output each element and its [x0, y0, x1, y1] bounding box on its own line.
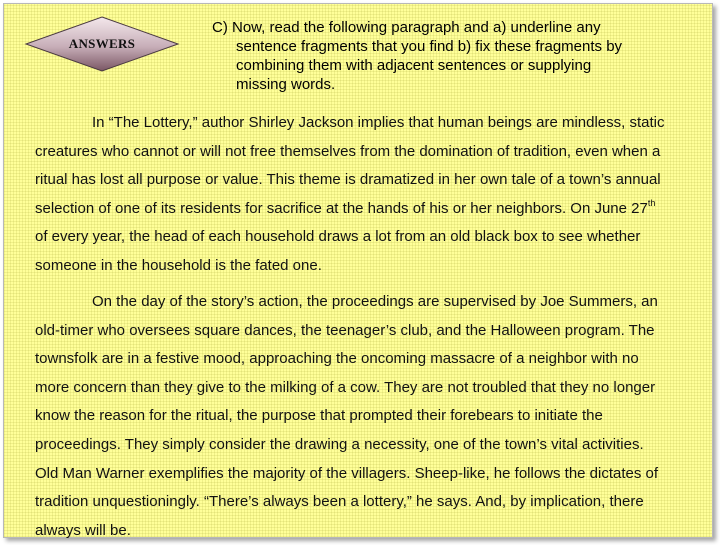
- text-line: tradition unquestioningly. “There’s always been a lottery,” he says. And, by implication, there: [35, 493, 644, 511]
- text-line: On the day of the story’s action, the proceedings are supervised by Joe Summers, an: [92, 293, 658, 310]
- superscript-th: th: [647, 197, 656, 208]
- paragraph-1: [35, 109, 710, 281]
- text-line: old-timer who oversees square dances, the teenager’s club, and the Halloween program. The: [35, 321, 655, 339]
- text-line: know the reason for the ritual, the purpose that prompted their forebears to initiate the: [35, 407, 603, 425]
- text-line: townsfolk are in a festive mood, approaching the oncoming massacre of a neighbor with no: [35, 350, 639, 368]
- instruction-line: combining them with adjacent sentences or supplying: [236, 57, 592, 74]
- text-segment: selection of one of its residents for sacrifice at the hands of his or her neighbors. On June 27: [35, 199, 648, 217]
- instructions-text: [212, 18, 702, 94]
- text-line: someone in the household is the fated one.: [35, 256, 322, 274]
- text-line: proceedings. They simply consider the drawing a necessity, one of the town’s vital activities.: [35, 435, 644, 453]
- instruction-line: C) Now, read the following paragraph and a) underline any: [212, 19, 601, 36]
- text-line: ritual has lost all purpose or value. This theme is dramatized in her own tale of a town’s annual: [35, 171, 661, 189]
- answers-badge: [24, 15, 180, 73]
- instruction-line: missing words.: [236, 76, 336, 93]
- answers-label: ANSWERS: [68, 36, 136, 51]
- text-line: Old Man Warner exemplifies the majority of the villagers. Sheep-like, he follows the dictates of: [35, 464, 659, 482]
- paragraph-2: [35, 288, 710, 545]
- instruction-line: sentence fragments that you find b) fix these fragments by: [236, 38, 623, 55]
- text-line: In “The Lottery,” author Shirley Jackson implies that human beings are mindless, static: [92, 114, 665, 131]
- slide-background: [3, 3, 713, 538]
- text-line: more concern than they give to the milking of a cow. They are not troubled that they no longer: [35, 378, 656, 396]
- text-line: always will be.: [35, 521, 131, 539]
- text-line: of every year, the head of each household draws a lot from an old black box to see whether: [35, 228, 641, 246]
- text-line: [35, 195, 710, 224]
- text-line: creatures who cannot or will not free themselves from the domination of tradition, even when a: [35, 142, 661, 160]
